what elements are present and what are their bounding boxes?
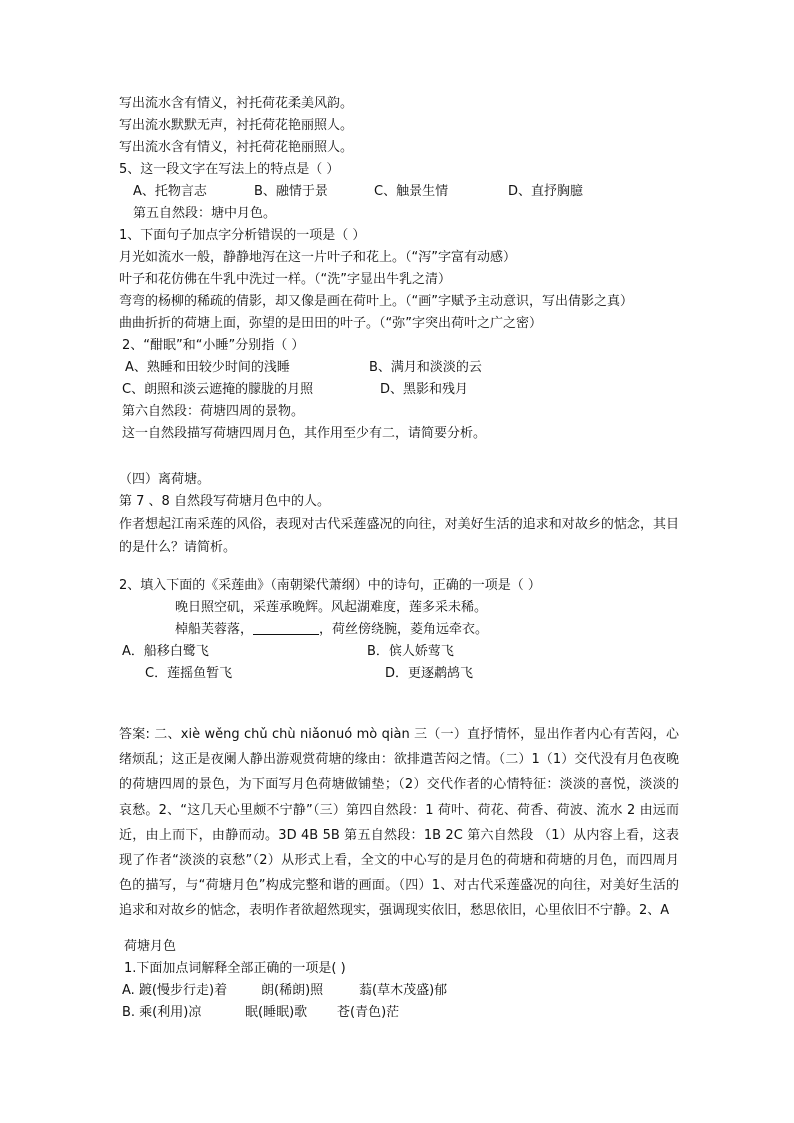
option-a-part: 蓊(草木茂盛)郁 xyxy=(359,983,448,998)
option-b: B、融情于景 xyxy=(254,184,328,199)
question-2: 2、“酣眠”和“小睡”分别指（ ） xyxy=(122,338,305,353)
section-heading: 第五自然段：塘中月色。 xyxy=(133,206,277,221)
poem-line: 晚日照空矶，采莲承晚辉。风起湖难度，莲多采未稀。 xyxy=(175,600,488,615)
option-line: 月光如流水一般，静静地泻在这一片叶子和花上。（“泻”字富有动感） xyxy=(119,250,516,265)
question-1: 1.下面加点词解释全部正确的一项是( ) xyxy=(124,961,346,976)
option-b: B. 乘(利用)凉 xyxy=(122,1005,202,1020)
poem-line xyxy=(175,620,488,640)
section-title: 荷塘月色 xyxy=(124,939,177,954)
option-b: B．傧人娇莺飞 xyxy=(367,644,454,659)
text-line: 写出流水默默无声，衬托荷花艳丽照人。 xyxy=(119,118,354,133)
option-d: D、直抒胸臆 xyxy=(508,184,584,199)
question-5: 5、这一段文字在写法上的特点是（ ） xyxy=(119,162,340,177)
answer-blank xyxy=(253,620,319,635)
question-1: 1、下面句子加点字分析错误的一项是（ ） xyxy=(119,228,366,243)
section-heading: （四）离荷塘。 xyxy=(119,472,211,487)
text-line: 写出流水含有情义，衬托荷花艳丽照人。 xyxy=(119,140,354,155)
option-b-part: 眠(睡眠)歌 xyxy=(245,1005,308,1020)
option-a: A、熟睡和田较少时间的浅睡 xyxy=(125,360,290,375)
option-line: 弯弯的杨柳的稀疏的倩影，却又像是画在荷叶上。（“画”字赋予主动意识，写出倩影之真） xyxy=(119,294,633,309)
option-b-part: 苍(青色)茫 xyxy=(337,1005,400,1020)
poem-part: ，荷丝傍绕腕，菱角远牵衣。 xyxy=(319,622,489,637)
option-b: B、满月和淡淡的云 xyxy=(369,360,482,375)
text-line: 写出流水含有情义，衬托荷花柔美风韵。 xyxy=(119,96,354,111)
option-a: A、托物言志 xyxy=(133,184,207,199)
question-2: 2、填入下面的《采莲曲》（南朝梁代萧纲）中的诗句，正确的一项是（ ） xyxy=(119,578,541,593)
question-text: 这一自然段描写荷塘四周月色，其作用至少有二，请简要分析。 xyxy=(122,426,487,441)
text-line: 第 7 、8 自然段写荷塘月色中的人。 xyxy=(119,494,330,509)
poem-part: 棹船芙蓉落， xyxy=(175,622,254,637)
option-line: 叶子和花仿佛在牛乳中洗过一样。（“洗”字显出牛乳之清） xyxy=(119,272,451,287)
option-c: C．莲摇鱼暂飞 xyxy=(145,666,233,681)
question-paragraph: 作者想起江南采莲的风俗，表现对古代采莲盛况的向往，对美好生活的追求和对故乡的惦念，其目的是什么？请简析。 xyxy=(119,517,679,555)
option-a: A．船移白鹭飞 xyxy=(122,644,209,659)
option-c: C、触景生情 xyxy=(374,184,449,199)
option-c: C、朗照和淡云遮掩的朦胧的月照 xyxy=(122,382,314,397)
option-d: D．更逐鹔鸪飞 xyxy=(385,666,474,681)
option-line: 曲曲折折的荷塘上面，弥望的是田田的叶子。（“弥”字突出荷叶之广之密） xyxy=(119,316,542,331)
option-a-part: 朗(稀朗)照 xyxy=(261,983,324,998)
section-heading: 第六自然段：荷塘四周的景物。 xyxy=(122,404,305,419)
answer-paragraph: 答案: 二、xiè wěng chǔ chù niǎonuó mò qiàn 三（一）直抒情怀，显出作者内心有苦闷，心绪烦乱；这正是夜阑人静出游观赏荷塘的缘由：欲排遣苦闷之情。（二）1（1）交代没有月色夜晚的荷塘四周的景色，为下面写月色荷塘做铺垫；（2）交代作者的心情特征：淡淡的喜悦，淡淡的哀愁。2、“这几天心里颇不宁静”（三）第四自然段：1 荷叶、荷花、荷香、荷波、流水 2 由远而近，由上而下，由静而动。3D 4B 5B 第五自然段：1B 2C 第六自然段 （1）从内容上看，这表现了作者“淡淡的哀愁”（2）从形式上看，全文的中心写的是月色的荷塘和荷塘的月色，而四周月色的描写，与“荷塘月色”构成完整和谐的画面。（四）1、对古代采莲盛况的向往，对美好生活的追求和对故乡的惦念，表明作者欲超然现实，强调现实依旧，愁思依旧，心里依旧不宁静。2、A xyxy=(119,727,679,919)
option-a: A. 踱(慢步行走)着 xyxy=(122,983,228,998)
option-d: D、黑影和残月 xyxy=(380,382,469,397)
